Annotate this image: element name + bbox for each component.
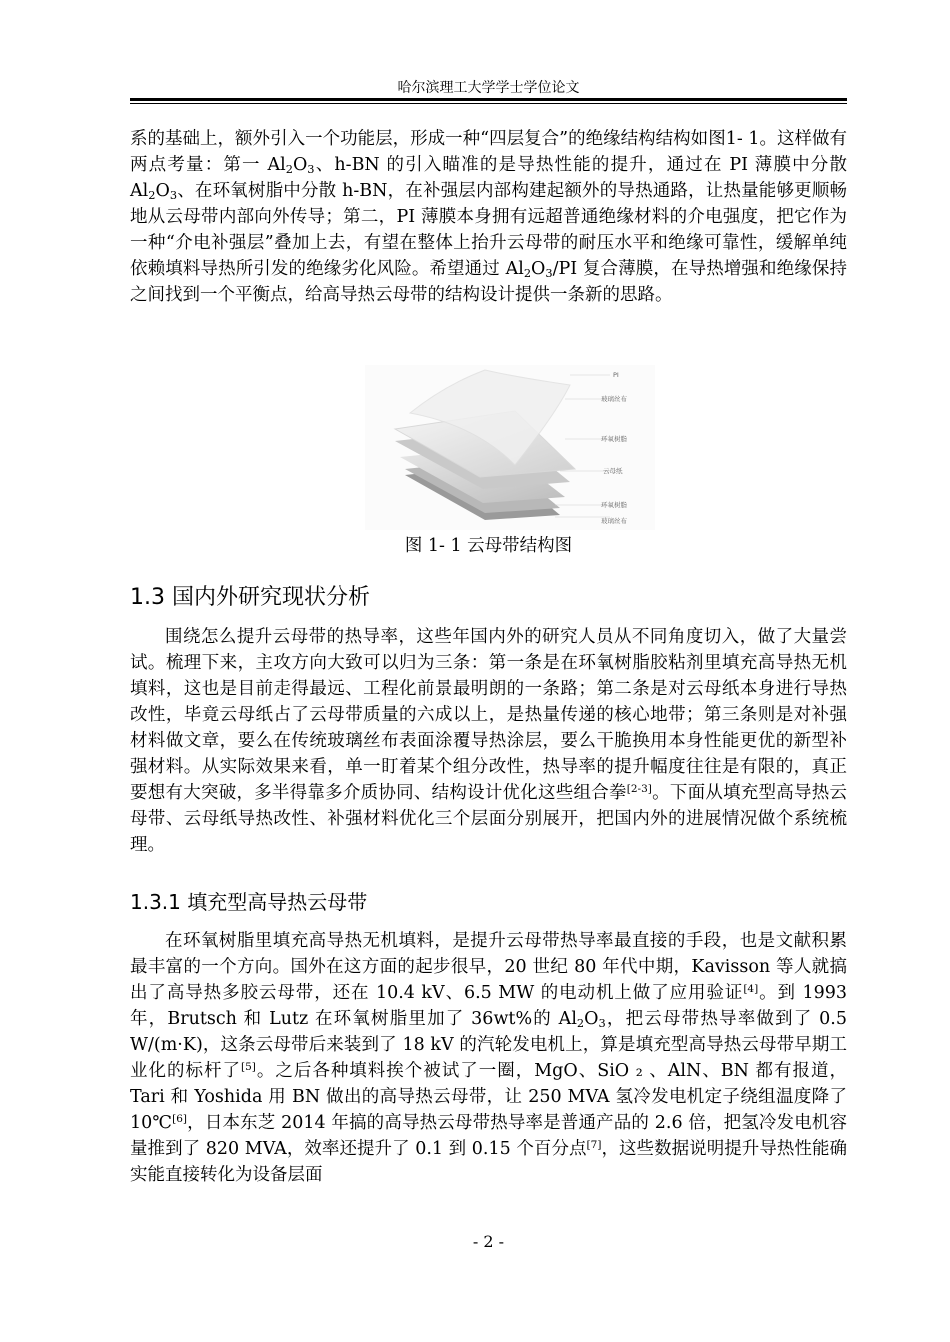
paragraph-text: 围绕怎么提升云母带的热导率，这些年国内外的研究人员从不同角度切入，做了大量尝试。梳理下来，主攻方向大致可以归为三条：第一条是在环氧树脂胶粘剂里填充高导热无机填料，这也是目前走得最远、工程化前景最明朗的一条路；第二条是对云母纸本身进行导热改性，毕竟云母纸占了云母带质量的六成以上，是热量传递的核心地带；第三条则是对补强材料做文章，要么在传统玻璃丝布表面涂覆导热涂层，要么干脆换用本身性能更优的新型补强材料。从实际效果来看，单一盯着某个组分改性，热导率的提升幅度往往是有限的，真正要想有大突破，多半得靠多介质协同、结构设计优化这些组合拳[2-3]。下面从填充型高导热云母带、云母纸导热改性、补强材料优化三个层面分别展开，把国内外的进展情况做个系统梳理。 (130, 627, 848, 855)
header-rule-thick (130, 98, 847, 101)
paragraph (130, 928, 847, 1188)
running-header: 哈尔滨理工大学学士学位论文 (397, 80, 580, 96)
subsection-heading: 1.3.1 填充型高导热云母带 (130, 890, 368, 914)
paragraph-text: 系的基础上，额外引入一个功能层，形成一种“四层复合”的绝缘结构结构如图1- 1。这样做有两点考量：第一 $Al_2O_3$、h-BN 的引入瞄准的是导热性能的提升，通过在 PI 薄膜中分散 $Al_2O_3$、在环氧树脂中分散 h-BN，在补强层内部构建起额外的导热通路，让热量能够更顺畅地从云母带内部向外传导；第二，PI 薄膜本身拥有远超普通绝缘材料的介电强度，把它作为一种“介电补强层”叠加上去，有望在整体上抬升云母带的耐压水平和绝缘可靠性，缓解单纯依赖填料导热所引发的绝缘劣化风险。希望通过 $Al_2O_3/PI$ 复合薄膜，在导热增强和绝缘保持之间找到一个平衡点，给高导热云母带的结构设计提供一条新的思路。 (130, 129, 847, 305)
figure-caption: 图 1- 1 云母带结构图 (404, 536, 573, 556)
layered-structure-diagram (365, 365, 655, 530)
figure-label: 环氧树脂 (601, 435, 627, 443)
paragraph-text: 在环氧树脂里填充高导热无机填料，是提升云母带热导率最直接的手段，也是文献积累最丰富的一个方向。国外在这方面的起步很早，20 世纪 80 年代中期，Kavisson 等人就搞出了高导热多胶云母带，还在 10.4 kV、6.5 MW 的电动机上做了应用验证[4]。到 1993 年，Brutsch 和 Lutz 在环氧树脂里加了 36wt%的 $Al_2O_3$，把云母带热导率做到了 0.5 W/(m·K)，这条云母带后来装到了 18 kV 的汽轮发电机上，算是填充型高导热云母带早期工业化的标杆了[5]。之后各种填料挨个被试了一圈，MgO、SiO ₂ 、AlN、BN 都有报道，Tari 和 Yoshida 用 BN 做出的高导热云母带，让 250 MVA 氢冷发电机定子绕组温度降了 10℃[6]，日本东芝 2014 年搞的高导热云母带热导率是普通产品的 2.6 倍，把氢冷发电机容量推到了 820 MVA，效率还提升了 0.1 到 0.15 个百分点[7]，这些数据说明提升导热性能确实能直接转化为设备层面 (130, 931, 848, 1185)
figure-label: 云母纸 (603, 467, 623, 475)
figure-label: 玻璃丝布 (601, 517, 627, 525)
paragraph-continued (130, 126, 847, 308)
page-number: - 2 - (472, 1232, 505, 1251)
figure-label: 环氧树脂 (601, 501, 627, 509)
figure-label: 玻璃丝布 (601, 395, 627, 403)
header-rule-thin (130, 103, 847, 104)
paragraph (130, 624, 847, 858)
section-heading: 1.3 国内外研究现状分析 (130, 585, 370, 610)
figure-label: PI (613, 371, 619, 379)
mica-tape-structure-figure (365, 365, 655, 530)
